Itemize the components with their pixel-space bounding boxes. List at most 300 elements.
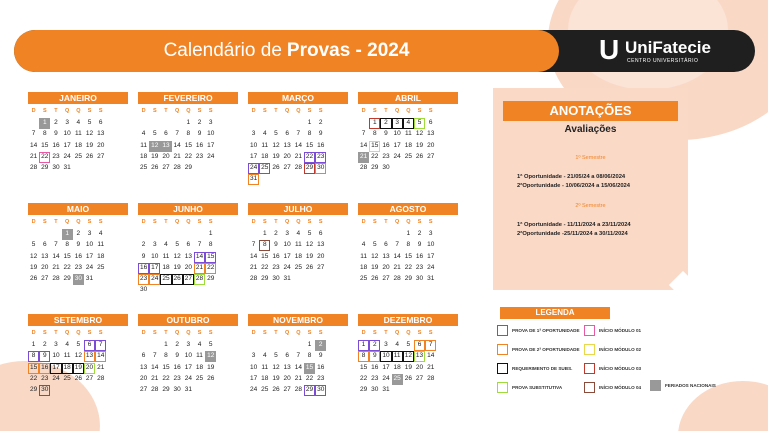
day-cell: 17 — [427, 252, 435, 260]
weekday-label: D — [251, 330, 256, 336]
day-cell: 3 — [285, 230, 289, 237]
legend-item — [497, 325, 580, 336]
weekday-label: Q — [186, 108, 191, 114]
day-cell: 25 — [139, 164, 148, 172]
day-cell: 4 — [262, 352, 267, 360]
day-cell: 1 — [208, 230, 213, 237]
empty-cell — [282, 118, 293, 129]
day-cell: 18 — [162, 263, 170, 271]
day-cell: 3 — [65, 119, 69, 126]
weekday-label: Q — [186, 219, 191, 225]
day-cell: 5 — [87, 119, 92, 126]
weekday-header — [358, 330, 458, 339]
day-cell: 24 — [184, 374, 192, 382]
day-cell: 6 — [186, 241, 191, 249]
day-cell: 5 — [76, 341, 81, 348]
day-cell: 15 — [184, 141, 192, 149]
empty-cell — [160, 118, 171, 129]
empty-cell — [293, 118, 304, 129]
legend-label: PROVA SUBSTITUTIVA — [512, 385, 563, 390]
day-grid — [248, 340, 348, 396]
day-cell: 4 — [164, 241, 168, 249]
day-cell: 15 — [41, 141, 49, 149]
weekday-label: T — [384, 219, 388, 225]
day-cell: 29 — [304, 385, 315, 396]
day-cell: 5 — [406, 341, 411, 348]
day-cell: 12 — [173, 252, 181, 260]
day-cell: 2 — [76, 230, 81, 237]
day-cell: 25 — [294, 263, 302, 271]
day-cell: 2 — [175, 341, 179, 348]
weekday-label: S — [372, 330, 377, 336]
weekday-label: T — [54, 108, 58, 114]
day-cell: 29 — [63, 275, 71, 283]
day-cell: 19 — [415, 141, 424, 149]
empty-cell — [259, 118, 270, 129]
day-cell: 29 — [184, 164, 192, 172]
day-cell: 27 — [415, 374, 424, 382]
day-cell: 14 — [359, 141, 368, 149]
weekday-label: Q — [76, 330, 81, 336]
legend-swatch — [497, 382, 508, 393]
day-cell: 13 — [184, 252, 192, 260]
day-cell: 17 — [382, 363, 390, 371]
day-cell: 15 — [369, 141, 380, 152]
day-cell: 15 — [162, 363, 170, 371]
day-cell: 28 — [29, 164, 38, 172]
day-cell: 13 — [97, 130, 105, 138]
logo-mark: U — [599, 34, 620, 65]
legend-label: INÍCIO MÓDULO 04 — [599, 385, 642, 390]
day-cell: 18 — [261, 374, 269, 382]
day-cell: 29 — [261, 275, 269, 283]
day-cell: 8 — [372, 130, 377, 138]
day-cell: 14 — [29, 141, 38, 149]
month-name: AGOSTO — [358, 203, 458, 215]
day-cell: 25 — [97, 263, 105, 271]
day-cell: 19 — [151, 152, 159, 160]
day-cell: 28 — [52, 275, 60, 283]
weekday-header — [358, 219, 458, 228]
legend-swatch — [584, 344, 595, 355]
day-cell: 10 — [85, 241, 94, 249]
day-cell: 30 — [371, 386, 379, 394]
day-cell: 9 — [141, 252, 146, 260]
day-cell: 12 — [371, 252, 379, 260]
day-cell: 17 — [63, 141, 71, 149]
day-cell: 28 — [393, 275, 401, 283]
day-cell: 25 — [261, 386, 269, 394]
day-cell: 3 — [384, 341, 388, 348]
weekday-label: D — [251, 219, 256, 225]
day-cell: 13 — [283, 363, 291, 371]
day-cell: 16 — [173, 363, 181, 371]
month-name: JANEIRO — [28, 92, 128, 104]
weekday-header — [248, 219, 348, 228]
month-calendar — [138, 203, 238, 297]
day-cell: 22 — [205, 263, 216, 274]
month-calendar — [358, 203, 458, 285]
weekday-label: T — [164, 108, 168, 114]
day-cell: 7 — [175, 130, 179, 138]
day-cell: 26 — [207, 374, 215, 382]
day-cell: 14 — [52, 252, 60, 260]
day-cell: 10 — [184, 352, 192, 360]
weekday-label: T — [54, 330, 58, 336]
day-cell: 23 — [315, 152, 326, 163]
empty-cell — [380, 229, 391, 240]
day-grid — [138, 229, 238, 297]
legend-item — [650, 380, 716, 391]
day-cell: 24 — [52, 374, 60, 382]
day-cell: 11 — [360, 252, 367, 260]
day-cell: 21 — [52, 263, 60, 271]
weekday-label: Q — [406, 330, 411, 336]
day-cell: 1 — [262, 230, 267, 237]
day-cell: 4 — [65, 341, 69, 348]
weekday-label: T — [54, 219, 58, 225]
day-cell: 12 — [149, 141, 160, 152]
day-cell: 19 — [404, 363, 412, 371]
day-cell: 20 — [162, 152, 170, 160]
day-cell: 10 — [151, 252, 159, 260]
month-name: DEZEMBRO — [358, 314, 458, 326]
day-cell: 31 — [427, 275, 435, 283]
day-cell: 24 — [249, 386, 258, 394]
empty-cell — [149, 340, 160, 351]
empty-cell — [293, 340, 304, 351]
weekday-label: S — [417, 219, 422, 225]
month-calendar — [138, 92, 238, 174]
day-cell: 7 — [361, 130, 366, 138]
day-cell: 3 — [251, 352, 256, 360]
day-cell: 30 — [272, 275, 280, 283]
day-cell: 14 — [393, 252, 401, 260]
weekday-header — [248, 108, 348, 117]
day-cell: 5 — [414, 118, 425, 129]
day-cell: 10 — [393, 130, 401, 138]
day-cell: 26 — [172, 274, 183, 285]
empty-cell — [369, 229, 380, 240]
empty-cell — [358, 229, 369, 240]
day-cell: 21 — [194, 263, 205, 274]
day-cell: 25 — [74, 152, 82, 160]
semester-1-opportunity-2: 2ªOportunidade - 10/06/2024 a 15/06/2024 — [517, 183, 630, 189]
day-cell: 31 — [382, 386, 390, 394]
day-cell: 12 — [305, 241, 314, 249]
day-cell: 31 — [85, 275, 94, 283]
month-name: ABRIL — [358, 92, 458, 104]
day-cell: 25 — [404, 152, 412, 160]
day-cell: 17 — [207, 141, 215, 149]
day-cell: 3 — [428, 230, 433, 237]
day-cell: 16 — [39, 363, 50, 374]
day-cell: 20 — [84, 363, 95, 374]
day-cell: 23 — [173, 374, 181, 382]
day-cell: 20 — [184, 263, 192, 271]
day-cell: 18 — [261, 152, 269, 160]
day-cell: 19 — [272, 152, 280, 160]
weekday-header — [28, 108, 128, 117]
empty-cell — [392, 229, 403, 240]
day-cell: 2 — [318, 119, 323, 126]
weekday-label: S — [197, 330, 202, 336]
empty-cell — [172, 229, 183, 240]
day-cell: 25 — [160, 274, 171, 285]
day-cell: 19 — [29, 263, 38, 271]
day-cell: 16 — [382, 141, 390, 149]
day-cell: 25 — [195, 374, 204, 382]
day-cell: 29 — [207, 275, 215, 283]
weekday-label: S — [262, 219, 267, 225]
weekday-label: S — [42, 330, 47, 336]
weekday-label: D — [361, 219, 366, 225]
day-cell: 23 — [371, 374, 379, 382]
day-cell: 23 — [317, 374, 325, 382]
day-cell: 8 — [164, 352, 168, 360]
day-cell: 21 — [29, 152, 38, 160]
day-cell: 7 — [395, 241, 399, 249]
empty-cell — [194, 229, 205, 240]
day-cell: 11 — [404, 130, 412, 138]
day-cell: 1 — [164, 341, 168, 348]
legend-item — [497, 344, 580, 355]
month-calendar — [28, 203, 128, 285]
day-cell: 20 — [317, 252, 325, 260]
day-cell: 18 — [404, 141, 412, 149]
day-cell: 23 — [272, 263, 280, 271]
weekday-label: D — [141, 108, 146, 114]
day-grid — [28, 118, 128, 174]
legend-label: PROVA DE 2ª OPORTUNIDADE — [512, 347, 580, 352]
day-cell: 18 — [139, 152, 148, 160]
empty-cell — [248, 229, 259, 240]
day-cell: 10 — [283, 241, 291, 249]
day-cell: 30 — [39, 385, 50, 396]
weekday-label: S — [98, 330, 103, 336]
weekday-label: Q — [65, 330, 70, 336]
weekday-label: T — [164, 330, 168, 336]
weekday-label: S — [318, 219, 323, 225]
day-cell: 6 — [285, 352, 289, 360]
day-cell: 27 — [97, 152, 105, 160]
weekday-label: S — [372, 219, 377, 225]
day-cell: 12 — [85, 130, 94, 138]
day-cell: 5 — [175, 241, 179, 249]
weekday-header — [138, 108, 238, 117]
weekday-label: Q — [76, 219, 81, 225]
weekday-label: S — [307, 330, 312, 336]
notes-subtitle: Avaliações — [564, 124, 617, 135]
day-cell: 28 — [173, 164, 181, 172]
day-cell: 16 — [272, 252, 280, 260]
weekday-label: D — [31, 219, 36, 225]
day-cell: 30 — [315, 385, 326, 396]
legend-swatch — [497, 363, 508, 374]
day-cell: 12 — [29, 252, 38, 260]
weekday-label: D — [251, 108, 256, 114]
weekday-label: S — [318, 330, 323, 336]
day-cell: 11 — [97, 241, 105, 249]
day-cell: 28 — [294, 164, 302, 172]
weekday-label: D — [361, 330, 366, 336]
day-cell: 9 — [197, 130, 202, 138]
day-cell: 25 — [259, 163, 270, 174]
empty-cell — [149, 229, 160, 240]
weekday-label: S — [152, 330, 157, 336]
day-cell: 25 — [392, 374, 403, 385]
weekday-label: S — [197, 108, 202, 114]
day-cell: 27 — [183, 274, 194, 285]
day-cell: 21 — [393, 263, 401, 271]
weekday-label: D — [141, 330, 146, 336]
day-cell: 5 — [31, 241, 36, 249]
semester-2-opportunity-2: 2ªOportunidade -25/11/2024 a 30/11/2024 — [517, 231, 628, 237]
day-cell: 30 — [73, 274, 84, 285]
day-cell: 31 — [184, 386, 192, 394]
empty-cell — [138, 340, 149, 351]
semester-1-label: 1º Semestre — [575, 155, 606, 161]
day-cell: 7 — [54, 241, 58, 249]
day-cell: 7 — [251, 241, 256, 249]
day-cell: 21 — [427, 363, 435, 371]
day-cell: 1 — [62, 229, 73, 240]
weekday-label: S — [262, 108, 267, 114]
page-title — [14, 30, 559, 72]
day-cell: 23 — [52, 152, 60, 160]
day-cell: 2 — [141, 241, 146, 249]
day-cell: 9 — [318, 130, 323, 138]
day-cell: 13 — [317, 241, 325, 249]
day-cell: 26 — [29, 275, 38, 283]
day-cell: 29 — [404, 275, 412, 283]
day-cell: 2 — [42, 341, 47, 348]
day-cell: 3 — [186, 341, 191, 348]
day-cell: 5 — [208, 341, 213, 348]
day-cell: 26 — [305, 263, 314, 271]
day-cell: 19 — [305, 252, 314, 260]
day-cell: 9 — [54, 130, 58, 138]
logo-subtitle: CENTRO UNIVERSITÁRIO — [627, 58, 699, 64]
month-calendar — [248, 203, 348, 285]
day-cell: 1 — [39, 118, 50, 129]
legend-label: REQUERIMENTO DE SUBS. — [512, 366, 573, 371]
day-cell: 4 — [296, 230, 301, 237]
weekday-label: S — [262, 330, 267, 336]
day-cell: 6 — [414, 340, 425, 351]
day-cell: 19 — [272, 374, 280, 382]
day-cell: 17 — [149, 263, 160, 274]
month-name: OUTUBRO — [138, 314, 238, 326]
legend-item — [497, 363, 572, 374]
day-cell: 24 — [149, 274, 160, 285]
day-cell: 24 — [393, 152, 401, 160]
day-cell: 7 — [31, 130, 36, 138]
legend-label: INÍCIO MÓDULO 02 — [599, 347, 642, 352]
notes-title: ANOTAÇÕES — [503, 101, 678, 121]
month-calendar — [28, 92, 128, 174]
day-cell: 30 — [415, 275, 424, 283]
day-cell: 24 — [427, 263, 435, 271]
day-cell: 29 — [371, 164, 379, 172]
day-cell: 18 — [74, 141, 82, 149]
day-cell: 1 — [31, 341, 36, 348]
day-cell: 8 — [42, 130, 47, 138]
weekday-label: S — [318, 108, 323, 114]
day-cell: 13 — [414, 351, 425, 362]
day-cell: 1 — [307, 119, 312, 126]
weekday-label: Q — [296, 330, 301, 336]
day-cell: 27 — [162, 164, 170, 172]
day-cell: 4 — [395, 341, 399, 348]
day-cell: 27 — [382, 275, 390, 283]
day-cell: 28 — [427, 374, 435, 382]
day-cell: 7 — [296, 130, 301, 138]
day-cell: 14 — [194, 252, 205, 263]
day-cell: 30 — [139, 286, 148, 294]
day-cell: 26 — [415, 152, 424, 160]
day-cell: 17 — [249, 374, 258, 382]
day-cell: 28 — [194, 274, 205, 285]
day-cell: 10 — [380, 351, 391, 362]
day-cell: 1 — [186, 119, 191, 126]
day-cell: 4 — [76, 119, 81, 126]
month-name: JULHO — [248, 203, 348, 215]
day-cell: 3 — [152, 241, 157, 249]
day-grid — [358, 229, 458, 285]
weekday-label: S — [428, 330, 433, 336]
day-cell: 11 — [392, 351, 403, 362]
day-cell: 22 — [305, 374, 314, 382]
day-cell: 6 — [164, 130, 168, 138]
day-cell: 19 — [85, 141, 94, 149]
empty-cell — [248, 118, 259, 129]
day-cell: 13 — [382, 252, 390, 260]
day-cell: 4 — [403, 118, 414, 129]
weekday-label: S — [428, 108, 433, 114]
weekday-label: D — [141, 219, 146, 225]
day-cell: 29 — [359, 386, 368, 394]
day-cell: 11 — [261, 141, 269, 149]
day-cell: 19 — [371, 263, 379, 271]
day-cell: 26 — [272, 164, 280, 172]
weekday-label: Q — [285, 219, 290, 225]
day-cell: 7 — [296, 352, 301, 360]
weekday-label: S — [428, 219, 433, 225]
weekday-label: S — [197, 219, 202, 225]
weekday-label: S — [208, 108, 213, 114]
day-cell: 22 — [184, 152, 192, 160]
day-cell: 14 — [427, 352, 435, 360]
month-name: SETEMBRO — [28, 314, 128, 326]
day-cell: 11 — [261, 363, 269, 371]
day-cell: 6 — [318, 230, 323, 237]
day-cell: 27 — [139, 386, 148, 394]
day-cell: 20 — [283, 374, 291, 382]
day-cell: 22 — [162, 374, 170, 382]
weekday-label: Q — [406, 219, 411, 225]
weekday-header — [138, 219, 238, 228]
empty-cell — [28, 229, 39, 240]
day-cell: 12 — [272, 141, 280, 149]
day-cell: 17 — [393, 141, 401, 149]
day-cell: 11 — [162, 252, 170, 260]
day-cell: 3 — [392, 118, 403, 129]
day-cell: 20 — [139, 374, 148, 382]
month-calendar — [138, 314, 238, 396]
weekday-label: Q — [395, 108, 400, 114]
month-name: JUNHO — [138, 203, 238, 215]
